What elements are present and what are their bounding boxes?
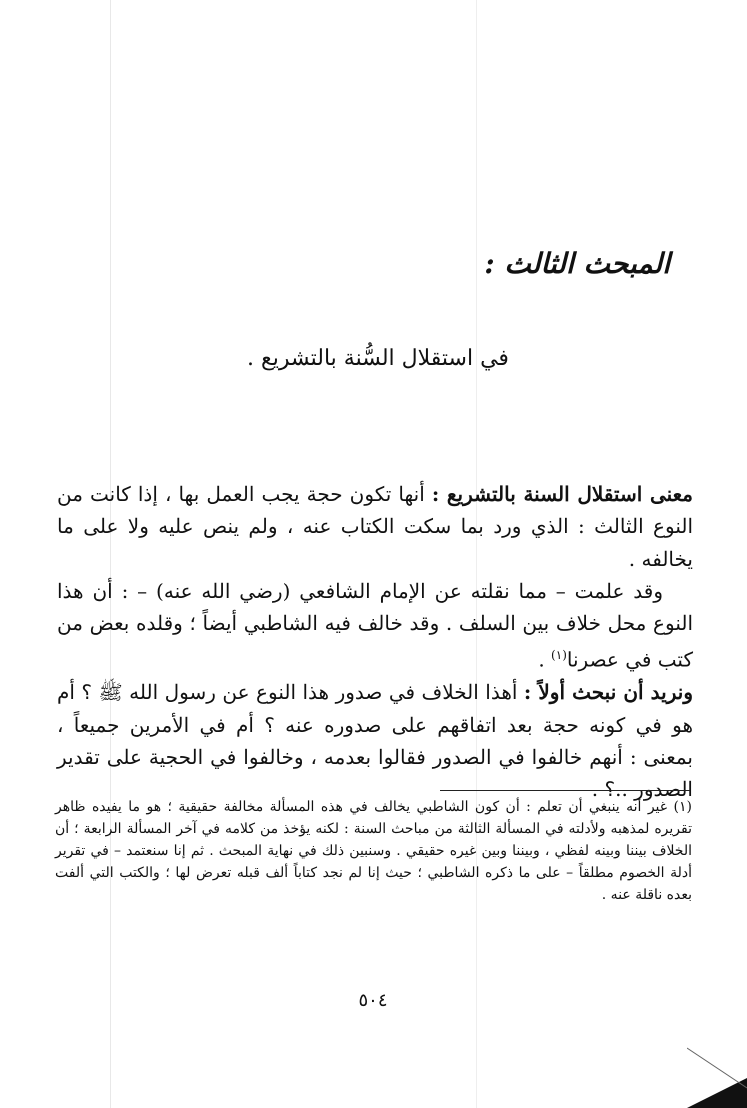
footnote-text: (١) غير أنه ينبغي أن تعلم : أن كون الشاطبي يخالف في هذه المسألة مخالفة حقيقية ؛ هو ما يفيده ظاهر تقريره لمذهبه ولأدلته في المسألة الثالثة من مباحث السنة : لكنه يؤخذ من كلامه في آخر المسألة الرابعة ؛ أن الخلاف بيننا وبينه لفظي ، وبيننا وبين غيره حقيقي . وسنبين ذلك في نهاية المبحث . ثم إنا سنعتمد – في تقرير أدلة الخصوم مطلقاً – على ما ذكره الشاطبي ؛ حيث إنا لم نجد كتاباً ألف قبله تعرض لها ؛ والكتب التي ألفت بعده ناقلة عنه .	[55, 799, 692, 903]
question-text: أهذا الخلاف في صدور هذا النوع عن رسول الله ﷺ ؟ أم هو في كونه حجة بعد اتفاقهم على صدوره عنه ؟ أم في الأمرين جميعاً ، بمعنى : أنهم خالفوا في الصدور فقالوا بعدمه ، وخالفوا في الحجية على تقدير الصدور ..؟ .	[57, 680, 693, 802]
body-text	[57, 478, 693, 806]
folded-corner-artifact	[687, 1028, 747, 1108]
disagreement-text: وقد علمت – مما نقلته عن الإمام الشافعي (رضي الله عنه) – : أن هذا النوع محل خلاف بين السلف . وقد خالف فيه الشاطبي أيضاً ؛ وقلده بعض من كتب في عصرنا	[57, 578, 693, 673]
definition-lead: معنى استقلال السنة بالتشريع :	[431, 482, 694, 506]
definition-text: أنها تكون حجة يجب العمل بها ، إذا كانت من النوع الثالث : الذي ورد بما سكت الكتاب عنه ، ولم ينص عليه ولا على ما يخالفه .	[57, 482, 693, 571]
section-subtitle: في استقلال السُّنة بالتشريع .	[247, 346, 509, 371]
question-lead: ونريد أن نبحث أولاً :	[523, 680, 693, 705]
paragraph-disagreement	[57, 575, 693, 677]
section-title: المبحث الثالث :	[484, 247, 670, 280]
paragraph-question	[57, 676, 693, 805]
footnote	[55, 796, 692, 906]
page-number: ٥٠٤	[358, 990, 388, 1011]
footnote-reference: (١)	[551, 648, 567, 663]
footnote-divider	[440, 790, 690, 791]
paragraph-definition	[57, 478, 693, 575]
disagreement-end: .	[538, 648, 552, 673]
